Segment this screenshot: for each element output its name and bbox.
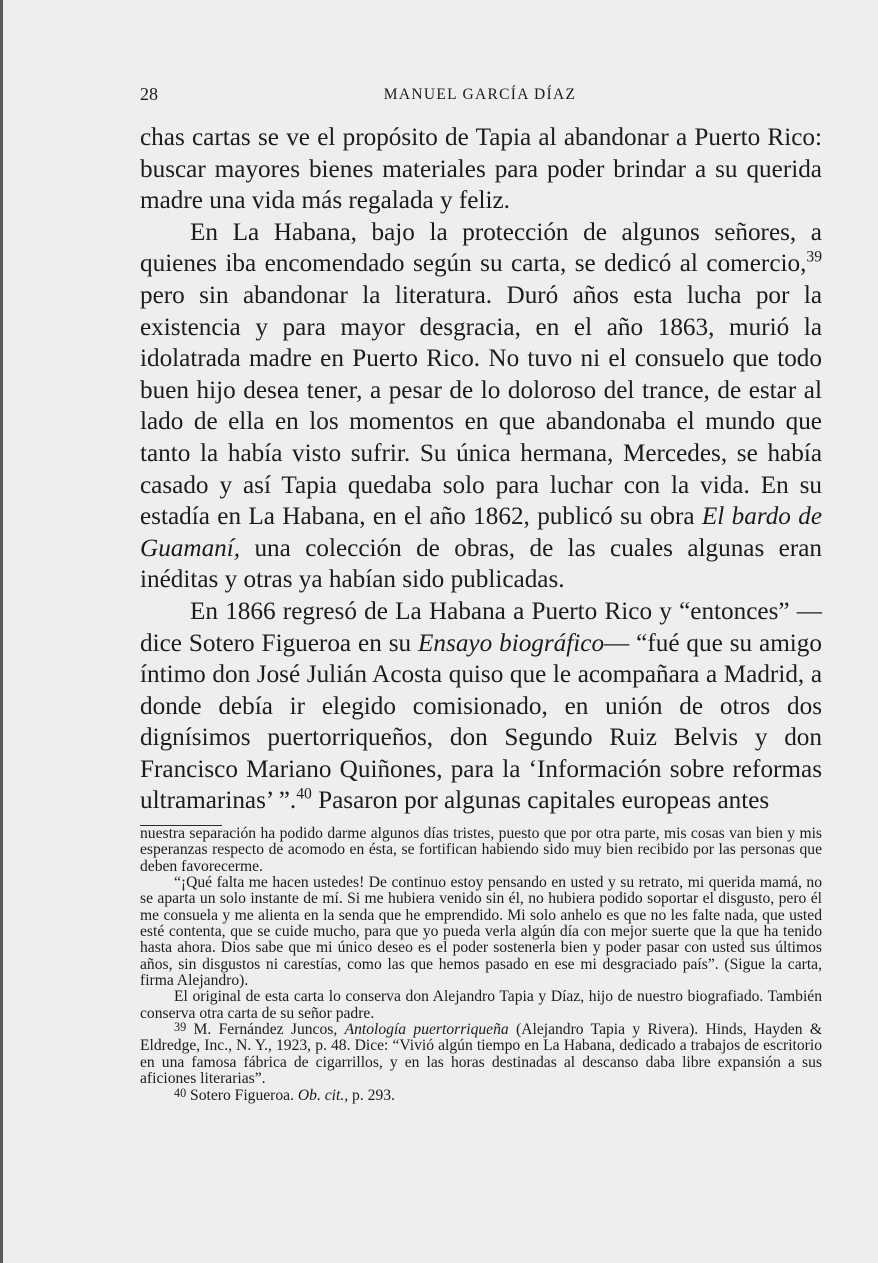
footnote-paragraph xyxy=(140,1022,822,1087)
text-run: — “fué que su amigo íntimo don José Julián Acosta quiso que le acompañara a Madrid, a donde debía ir elegido comisionado, en unión de otros dos dignísimos puertorriqueños, don Segundo Ruiz Belvis y don Francisco Mariano Quiñones, para la ‘Información sobre reformas ultramarinas’ ”. xyxy=(140,629,822,815)
text-run: El original de esta carta lo conserva don Alejandro Tapia y Díaz, hijo de nuestro biografiado. También conserva otra carta de su señor padre. xyxy=(140,988,822,1022)
footnote-reference: 40 xyxy=(296,786,312,804)
italic-title: Antología puertorriqueña xyxy=(344,1021,509,1039)
text-run: M. Fernández Juncos, xyxy=(186,1021,345,1039)
text-run: En La Habana, bajo la protección de algunos señores, a quienes iba encomendado según su carta, se dedicó al comercio, xyxy=(140,218,822,278)
italic-title: El bardo de Guamaní, xyxy=(140,503,823,562)
footnote-paragraph xyxy=(140,826,822,875)
italic-title: Ob. cit., xyxy=(297,1086,349,1104)
body-paragraph xyxy=(140,122,822,217)
page-edge xyxy=(0,0,3,1263)
running-head: MANUEL GARCÍA DÍAZ xyxy=(383,86,577,103)
text-run: Sotero Figueroa. xyxy=(186,1086,298,1104)
text-run: nuestra separación ha podido darme algunos días tristes, puesto que por otra parte, mis cosas van bien y mis esperanzas respecto de acomodo en ésta, se fortifican habiendo sido muy bien recibido por las personas que deben favorecerme. xyxy=(140,825,822,875)
text-run: (Alejandro Tapia y Rivera). Hinds, Hayden & Eldredge, Inc., N. Y., 1923, p. 48. Dice: “Vivió algún tiempo en La Habana, dedicado a trabajos de escritorio en una famosa fábrica de cigarrillos, y en las horas destinadas al descanso daba libre expansión a sus aficiones literarias”. xyxy=(140,1021,822,1088)
text-run: chas cartas se ve el propósito de Tapia al abandonar a Puerto Rico: buscar mayores bienes materiales para poder brindar a su querida madre una vida más regalada y feliz. xyxy=(140,124,822,215)
text-run: En 1866 regresó de La Habana a Puerto Rico y “entonces” —dice Sotero Figueroa en su xyxy=(140,597,822,657)
body-text xyxy=(140,122,822,817)
body-paragraph xyxy=(140,217,822,596)
page-header xyxy=(140,84,820,108)
body-paragraph xyxy=(140,596,822,817)
italic-title: Ensayo biográfico xyxy=(418,629,605,657)
footnote-number: 39 xyxy=(174,1020,187,1035)
footnote-paragraph xyxy=(140,989,822,1022)
text-run: Pasaron por algunas capitales europeas antes xyxy=(311,787,770,815)
footnote-reference: 39 xyxy=(806,248,822,266)
text-run: “¡Qué falta me hacen ustedes! De continuo estoy pensando en usted y su retrato, mi querida mamá, no se aparta un solo instante de mí. Si me hubiera venido sin él, no hubiera podido soportar el disgusto, pero él me consuela y me alienta en la senda que he emprendido. Mi solo anhelo es que no les falte nada, que usted esté contenta, que se cuide mucho, para que yo pueda verla algún día con mejor suerte que la que ha tenido hasta ahora. Dios sabe que mi único deseo es el poder sostenerla bien y poder pasar con usted sus últimos años, sin disgustos ni carestías, como las que hemos pasado en ese mi desgraciado país”. (Sigue la carta, firma Alejandro). xyxy=(140,874,822,990)
text-run: p. 293. xyxy=(348,1086,395,1104)
footnote-paragraph xyxy=(140,1085,822,1104)
footnote-number: 40 xyxy=(174,1085,187,1100)
text-run: una colección de obras, de las cuales algunas eran inéditas y otras ya habían sido publicadas. xyxy=(140,534,822,594)
footnotes xyxy=(140,826,822,1104)
footnote-paragraph xyxy=(140,875,822,989)
page-number: 28 xyxy=(140,84,158,104)
text-run: pero sin abandonar la literatura. Duró años esta lucha por la existencia y para mayor desgracia, en el año 1863, murió la idolatrada madre en Puerto Rico. No tuvo ni el consuelo que todo buen hijo desea tener, a pesar de lo doloroso del trance, de estar al lado de ella en los momentos en que abandonaba el mundo que tanto la había visto sufrir. Su única hermana, Mercedes, se había casado y así Tapia quedaba solo para luchar con la vida. En su estadía en La Habana, en el año 1862, publicó su obra xyxy=(140,281,822,531)
